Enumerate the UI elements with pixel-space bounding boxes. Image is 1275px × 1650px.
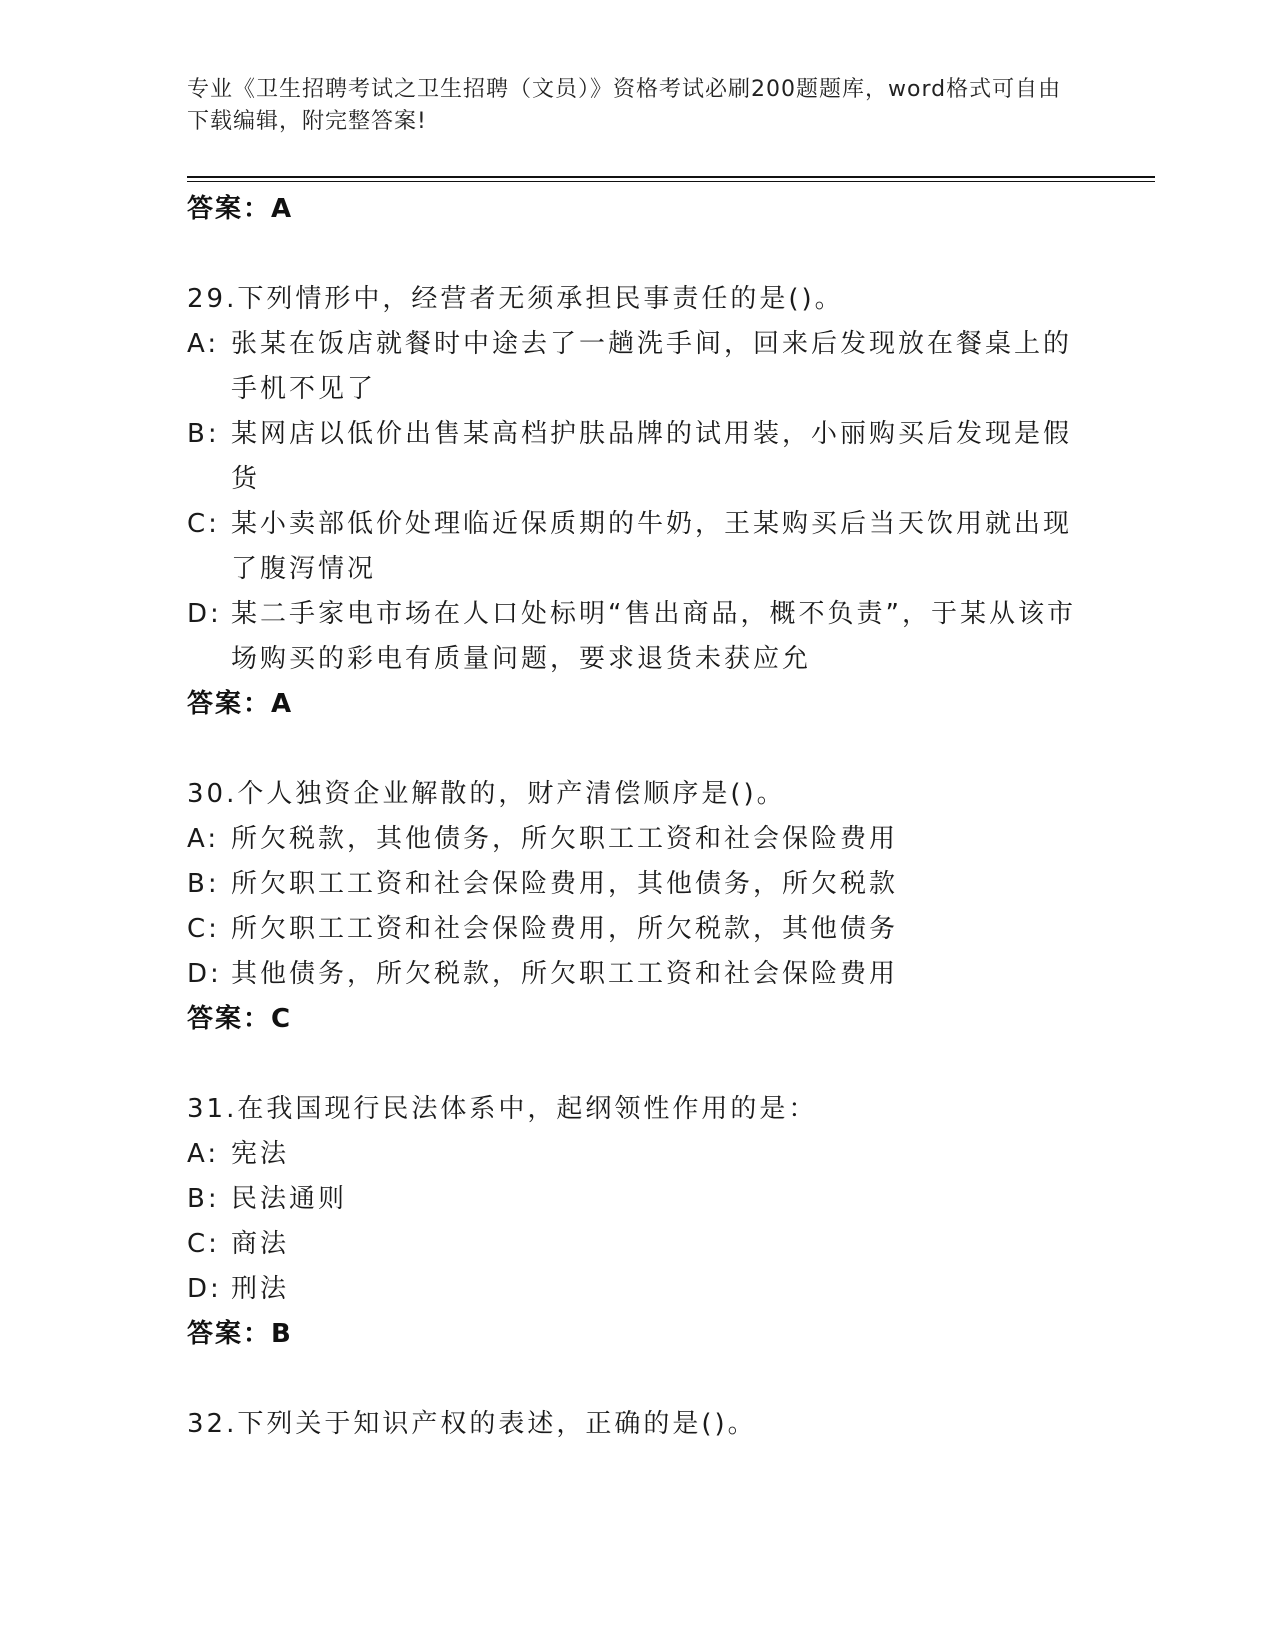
answer-line: 答案：A (187, 689, 294, 719)
option-letter: C: (187, 509, 220, 539)
option-b (187, 412, 1087, 502)
option-c (187, 907, 1087, 952)
answer-line: 答案：C (187, 1004, 293, 1034)
document-header: 专业《卫生招聘考试之卫生招聘（文员）》资格考试必刷200题题库，word格式可自由下载编辑，附完整答案! (187, 77, 1062, 134)
spacer (187, 232, 1087, 277)
option-text: 所欠职工工资和社会保险费用，其他债务，所欠税款 (231, 869, 899, 899)
option-letter: D: (187, 959, 222, 989)
option-text: 刑法 (231, 1274, 290, 1304)
question-stem: 32.下列关于知识产权的表述，正确的是()。 (187, 1409, 757, 1439)
option-a (187, 1132, 1087, 1177)
answer-line: 答案：B (187, 1319, 293, 1349)
option-text: 其他债务，所欠税款，所欠职工工资和社会保险费用 (231, 959, 899, 989)
question-stem: 30.个人独资企业解散的，财产清偿顺序是()。 (187, 779, 786, 809)
spacer (187, 1357, 1087, 1402)
question-stem: 31.在我国现行民法体系中，起纲领性作用的是： (187, 1094, 818, 1124)
option-text: 民法通则 (231, 1184, 348, 1214)
option-text: 张某在饭店就餐时中途去了一趟洗手间，回来后发现放在餐桌上的手机不见了 (231, 329, 1073, 404)
option-b (187, 1177, 1087, 1222)
option-text: 某二手家电市场在人口处标明“售出商品，概不负责”，于某从该市场购买的彩电有质量问题，要求退货未获应允 (231, 599, 1076, 674)
spacer (187, 727, 1087, 772)
option-text: 所欠税款，其他债务，所欠职工工资和社会保险费用 (231, 824, 899, 854)
spacer (187, 1042, 1087, 1087)
option-letter: B: (187, 869, 220, 899)
option-text: 商法 (231, 1229, 290, 1259)
option-letter: A: (187, 329, 220, 359)
answer-line-prev: 答案：A (187, 194, 294, 224)
header-rule-thick (187, 176, 1155, 178)
document-body (187, 187, 1087, 1447)
option-letter: B: (187, 419, 220, 449)
option-d (187, 1267, 1087, 1312)
option-letter: D: (187, 1274, 222, 1304)
question-30 (187, 772, 1087, 1042)
option-letter: A: (187, 1139, 220, 1169)
question-31 (187, 1087, 1087, 1357)
option-text: 所欠职工工资和社会保险费用，所欠税款，其他债务 (231, 914, 899, 944)
option-text: 某网店以低价出售某高档护肤品牌的试用装，小丽购买后发现是假货 (231, 419, 1073, 494)
option-text: 宪法 (231, 1139, 290, 1169)
option-a (187, 817, 1087, 862)
option-letter: B: (187, 1184, 220, 1214)
option-c (187, 502, 1087, 592)
option-c (187, 1222, 1087, 1267)
option-letter: D: (187, 599, 222, 629)
option-text: 某小卖部低价处理临近保质期的牛奶，王某购买后当天饮用就出现了腹泻情况 (231, 509, 1073, 584)
header-rule-thin (187, 181, 1155, 182)
question-29 (187, 277, 1087, 727)
option-letter: C: (187, 914, 220, 944)
option-b (187, 862, 1087, 907)
question-32 (187, 1402, 1087, 1447)
option-letter: A: (187, 824, 220, 854)
option-d (187, 952, 1087, 997)
option-letter: C: (187, 1229, 220, 1259)
question-stem: 29.下列情形中，经营者无须承担民事责任的是()。 (187, 284, 844, 314)
option-d (187, 592, 1087, 682)
option-a (187, 322, 1087, 412)
